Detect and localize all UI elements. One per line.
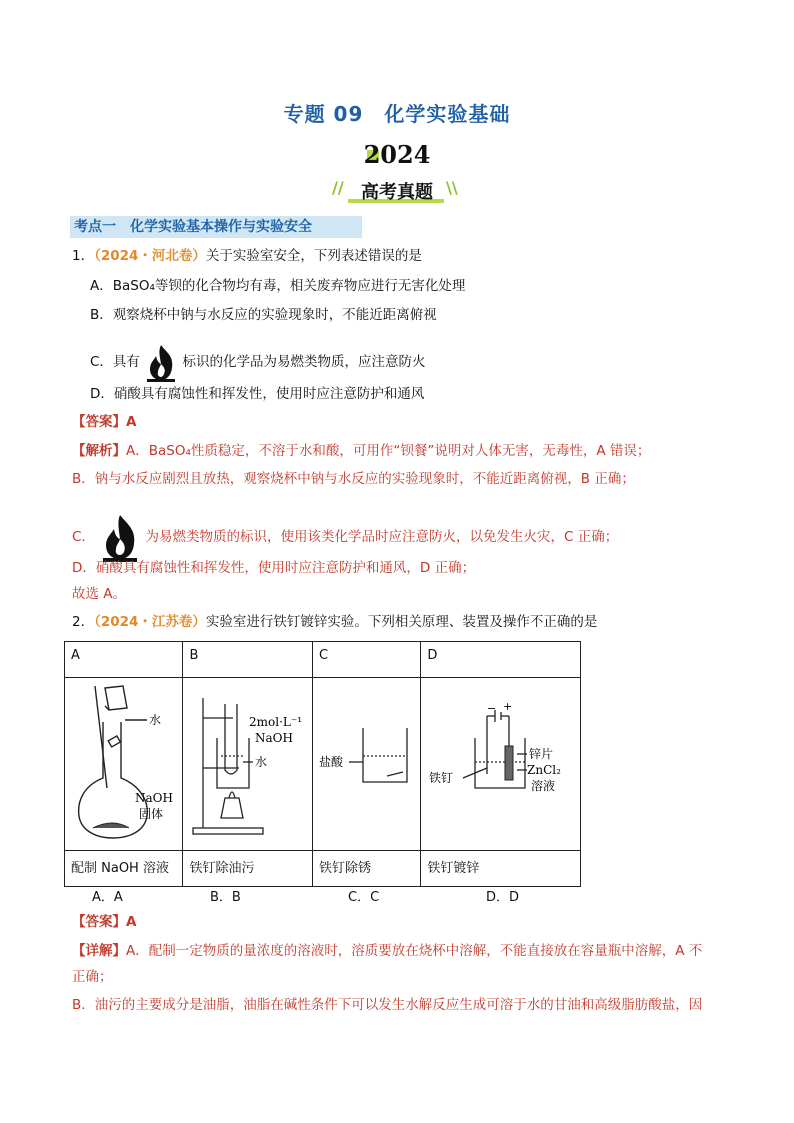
heating-setup-figure [183, 678, 311, 846]
answer-value: A [126, 914, 137, 930]
section-heading: 考点一 化学实验基本操作与实验安全 [70, 216, 362, 238]
question-2-stem [72, 612, 597, 632]
label-zncl2: ZnCl₂ [527, 763, 562, 777]
header-d: D [421, 642, 581, 678]
volumetric-flask-figure [65, 678, 182, 846]
answer-label: 【答案】 [72, 414, 126, 430]
label-naoh: NaOH [135, 791, 173, 805]
choice-d: D．D [486, 890, 520, 905]
option-b: B．观察烧杯中钠与水反应的实验现象时，不能近距离俯视 [90, 307, 437, 323]
question-text: 实验室进行铁钉镀锌实验。下列相关原理、装置及操作不正确的是 [205, 614, 598, 630]
caption-c: 铁钉除锈 [312, 851, 420, 887]
label-water: 水 [149, 713, 162, 727]
label-nail: 铁钉 [429, 771, 454, 785]
analysis-label: 【解析】 [72, 443, 126, 459]
question-source: （2024・江苏卷） [94, 614, 206, 630]
header-b: B [183, 642, 313, 678]
detail-line-1 [72, 941, 702, 961]
analysis-a-text: A．BaSO₄性质稳定，不溶于水和酸，可用作“钡餐”说明对人体无害，无毒性，A 错误； [126, 443, 651, 459]
detail-label: 【详解】 [72, 943, 126, 959]
detail-text-1: A．配制一定物质的量浓度的溶液时，溶质要放在烧杯中溶解，不能直接放在容量瓶中溶解，A 不 [126, 943, 703, 959]
figure-a-cell [65, 678, 183, 851]
question-source: （2024・河北卷） [94, 248, 206, 264]
detail-line-2: 正确； [72, 969, 113, 985]
banner-label: 高考真题 [361, 182, 433, 203]
answer-2 [72, 912, 136, 932]
caption-d: 铁钉镀锌 [421, 851, 581, 887]
question-1-stem [72, 246, 422, 266]
detail-line-3: B．油污的主要成分是油脂，油脂在碱性条件下可以发生水解反应生成可溶于水的甘油和高级脂肪酸盐，因 [72, 997, 703, 1013]
option-c-prefix: C．具有 [90, 354, 140, 370]
flammable-icon-large [99, 512, 141, 562]
analysis-line-b: B．钠与水反应剧烈且放热，观察烧杯中钠与水反应的实验现象时，不能近距离俯视，B 正确； [72, 471, 635, 487]
analysis-line-d: D．硝酸具有腐蚀性和挥发性，使用时应注意防护和通风，D 正确； [72, 560, 476, 576]
answer-1 [72, 412, 136, 432]
label-solution: 溶液 [531, 779, 556, 793]
label-zinc: 锌片 [529, 747, 554, 761]
choice-a: A．A [92, 890, 123, 905]
analysis-c-text: 为易燃类物质的标识，使用该类化学品时应注意防火，以免发生火灾，C 正确； [145, 529, 619, 545]
option-a: A．BaSO₄等钡的化合物均有毒，相关废弃物应进行无害化处理 [90, 278, 466, 294]
caption-a: 配制 NaOH 溶液 [65, 851, 183, 887]
exam-banner [330, 176, 464, 206]
table-header-row [65, 642, 581, 678]
figure-c-cell [312, 678, 420, 851]
header-c: C [312, 642, 420, 678]
label-minus: − [487, 702, 497, 715]
label-plus: + [503, 700, 513, 713]
header-a: A [65, 642, 183, 678]
choice-b: B．B [210, 890, 241, 905]
banner-slash-left: // [332, 178, 344, 197]
analysis-c-prefix: C． [72, 529, 95, 545]
banner-slash-right: \\ [446, 178, 458, 197]
answer-value: A [126, 414, 137, 430]
label-naoh: NaOH [255, 731, 294, 745]
figure-d-cell [421, 678, 581, 851]
label-acid: 盐酸 [318, 755, 343, 769]
acid-beaker-figure [313, 678, 420, 846]
caption-b: 铁钉除油污 [183, 851, 313, 887]
label-concentration: 2mol·L⁻¹ [249, 715, 303, 729]
option-d: D．硝酸具有腐蚀性和挥发性，使用时应注意防护和通风 [90, 386, 425, 402]
analysis-line-c [72, 512, 618, 562]
page-title: 专题 09 化学实验基础 [283, 102, 511, 126]
question-number: 2． [72, 614, 95, 630]
flammable-icon [144, 342, 178, 382]
question-number: 1． [72, 248, 95, 264]
table-figure-row [65, 678, 581, 851]
analysis-line-a [72, 441, 650, 461]
table-caption-row [65, 851, 581, 887]
year-heading: 2024 [363, 140, 431, 169]
question-text: 关于实验室安全，下列表述错误的是 [205, 248, 422, 264]
analysis-conclusion: 故选 A。 [72, 586, 127, 602]
apparatus-table [64, 641, 581, 887]
electroplating-figure [421, 678, 579, 846]
label-water: 水 [255, 755, 268, 769]
figure-b-cell [183, 678, 313, 851]
option-c-suffix: 标识的化学品为易燃类物质，应注意防火 [182, 354, 426, 370]
option-c [90, 342, 426, 382]
label-solid: 固体 [139, 807, 164, 821]
answer-label: 【答案】 [72, 914, 126, 930]
choice-c: C．C [348, 890, 380, 905]
